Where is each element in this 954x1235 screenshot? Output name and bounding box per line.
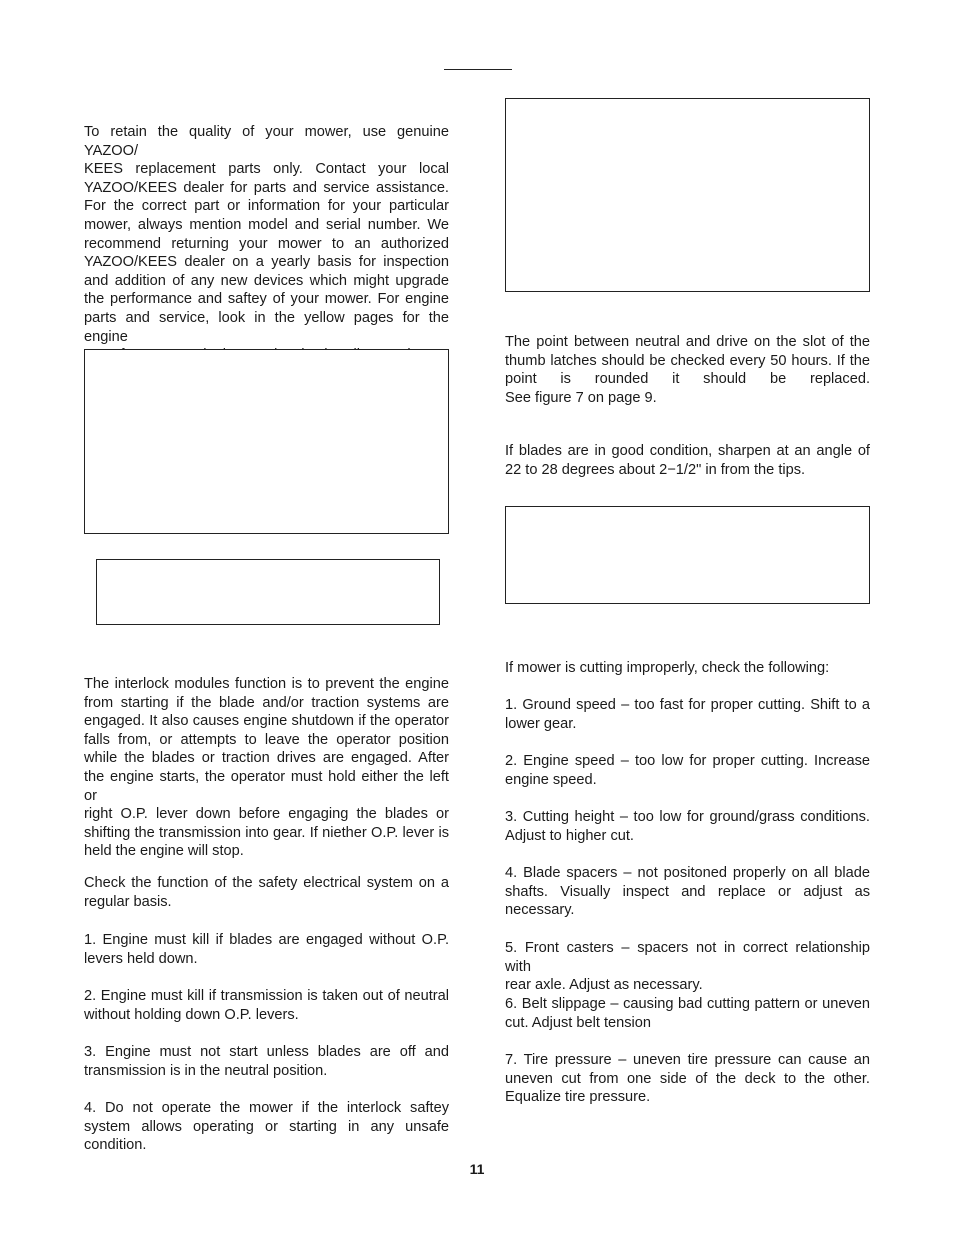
text-line: 5. Front casters – spacers not in correct relationship with — [505, 940, 870, 975]
text-line: engaged. It also causes engine shutdown if the operator — [84, 713, 449, 730]
text-line: rear axle. Adjust as necessary. — [505, 977, 703, 994]
text-line: 7. Tire pressure – uneven tire pressure can cause an — [505, 1052, 870, 1068]
text-line: shifting the transmission into gear. If niether O.P. lever is — [84, 824, 449, 841]
text-line: For the correct part or information for your particular — [84, 198, 449, 215]
text-line: 1. Engine must kill if blades are engaged without O.P. — [84, 932, 449, 948]
notice-box-right-small — [505, 506, 870, 604]
text-line: condition. — [84, 1137, 147, 1154]
text-line: while the blades or traction drives are engaged. After — [84, 750, 449, 767]
check-item-3 — [84, 1043, 449, 1080]
text-line: without holding down O.P. levers. — [84, 1006, 299, 1023]
text-line: To retain the quality of your mower, use genuine YAZOO/ — [84, 124, 449, 159]
text-line: uneven cut from one side of the deck to the other. — [505, 1070, 870, 1087]
text-line: regular basis. — [84, 893, 172, 910]
check-item-1 — [84, 931, 449, 968]
cutting-item-4 — [505, 864, 870, 920]
text-line: mower, always mention model and serial number. We — [84, 216, 449, 233]
text-line: point is rounded it should be replaced. — [505, 371, 870, 388]
notice-box-right-large — [505, 98, 870, 292]
text-line: engine speed. — [505, 771, 597, 788]
text-line: If blades are in good condition, sharpen at an angle of — [505, 443, 870, 459]
text-line: levers held down. — [84, 950, 198, 967]
cutting-item-3 — [505, 808, 870, 845]
text-line: thumb latches should be checked every 50 hours. If the — [505, 352, 870, 369]
text-line: the engine starts, the operator must hold either the left or — [84, 768, 449, 804]
text-line: The point between neutral and drive on the slot of the — [505, 334, 870, 350]
thumb-latch-paragraph — [505, 333, 870, 407]
header-rule — [444, 69, 512, 70]
text-line: and addition of any new devices which might upgrade — [84, 272, 449, 289]
text-line: Adjust to higher cut. — [505, 827, 634, 844]
text-line: The interlock modules function is to prevent the engine — [84, 676, 449, 692]
text-line: 1. Ground speed – too fast for proper cutting. Shift to a — [505, 697, 870, 713]
text-line: right O.P. lever down before engaging the blades or — [84, 806, 449, 823]
parts-paragraph — [84, 123, 449, 383]
cutting-item-7 — [505, 1051, 870, 1107]
text-line: YAZOO/KEES dealer for parts and service assistance. — [84, 179, 449, 196]
check-item-2 — [84, 987, 449, 1024]
text-line: transmission is in the neutral position. — [84, 1062, 328, 1079]
blade-sharpen-paragraph — [505, 442, 870, 479]
cutting-item-1 — [505, 696, 870, 733]
text-line: Equalize tire pressure. — [505, 1089, 651, 1106]
text-line: See figure 7 on page 9. — [505, 389, 657, 406]
cutting-item-2 — [505, 752, 870, 789]
text-line: 2. Engine must kill if transmission is taken out of neutral — [84, 988, 449, 1004]
text-line: 4. Blade spacers – not positoned properly on all blade — [505, 865, 870, 881]
cutting-intro-text: If mower is cutting improperly, check the following: — [505, 660, 830, 676]
text-line: cut. Adjust belt tension — [505, 1014, 652, 1031]
text-line: from starting if the blade and/or traction systems are — [84, 694, 449, 711]
text-line: 2. Engine speed – too low for proper cutting. Increase — [505, 753, 870, 769]
text-line: 3. Engine must not start unless blades are off and — [84, 1044, 449, 1060]
text-line: 3. Cutting height – too low for ground/grass conditions. — [505, 809, 870, 825]
check-intro — [84, 874, 449, 911]
text-line: 4. Do not operate the mower if the interlock saftey — [84, 1100, 449, 1116]
page-number: 11 — [469, 1161, 485, 1177]
cutting-intro — [505, 659, 870, 678]
text-line: KEES replacement parts only. Contact your local — [84, 161, 449, 178]
check-item-4 — [84, 1099, 449, 1155]
text-line: lower gear. — [505, 715, 577, 732]
text-line: necessary. — [505, 902, 575, 919]
text-line: YAZOO/KEES dealer on a yearly basis for inspection — [84, 254, 449, 271]
text-line: 22 to 28 degrees about 2−1/2" in from the tips. — [505, 461, 806, 478]
text-line: held the engine will stop. — [84, 843, 244, 860]
notice-box-left-large — [84, 349, 449, 534]
text-line: falls from, or attempts to leave the operator position — [84, 731, 449, 748]
text-line: recommend returning your mower to an authorized — [84, 235, 449, 252]
notice-box-left-small — [96, 559, 440, 625]
cutting-item-6 — [505, 995, 870, 1032]
text-line: parts and service, look in the yellow pages for the engine — [84, 309, 449, 345]
text-line: system allows operating or starting in any unsafe — [84, 1118, 449, 1135]
interlock-paragraph — [84, 675, 449, 861]
text-line: 6. Belt slippage – causing bad cutting pattern or uneven — [505, 996, 870, 1012]
cutting-item-5 — [505, 939, 870, 995]
text-line: the performance and saftey of your mower. For engine — [84, 291, 449, 308]
text-line: shafts. Visually inspect and replace or adjust as — [505, 883, 870, 900]
text-line: Check the function of the safety electrical system on a — [84, 875, 449, 891]
